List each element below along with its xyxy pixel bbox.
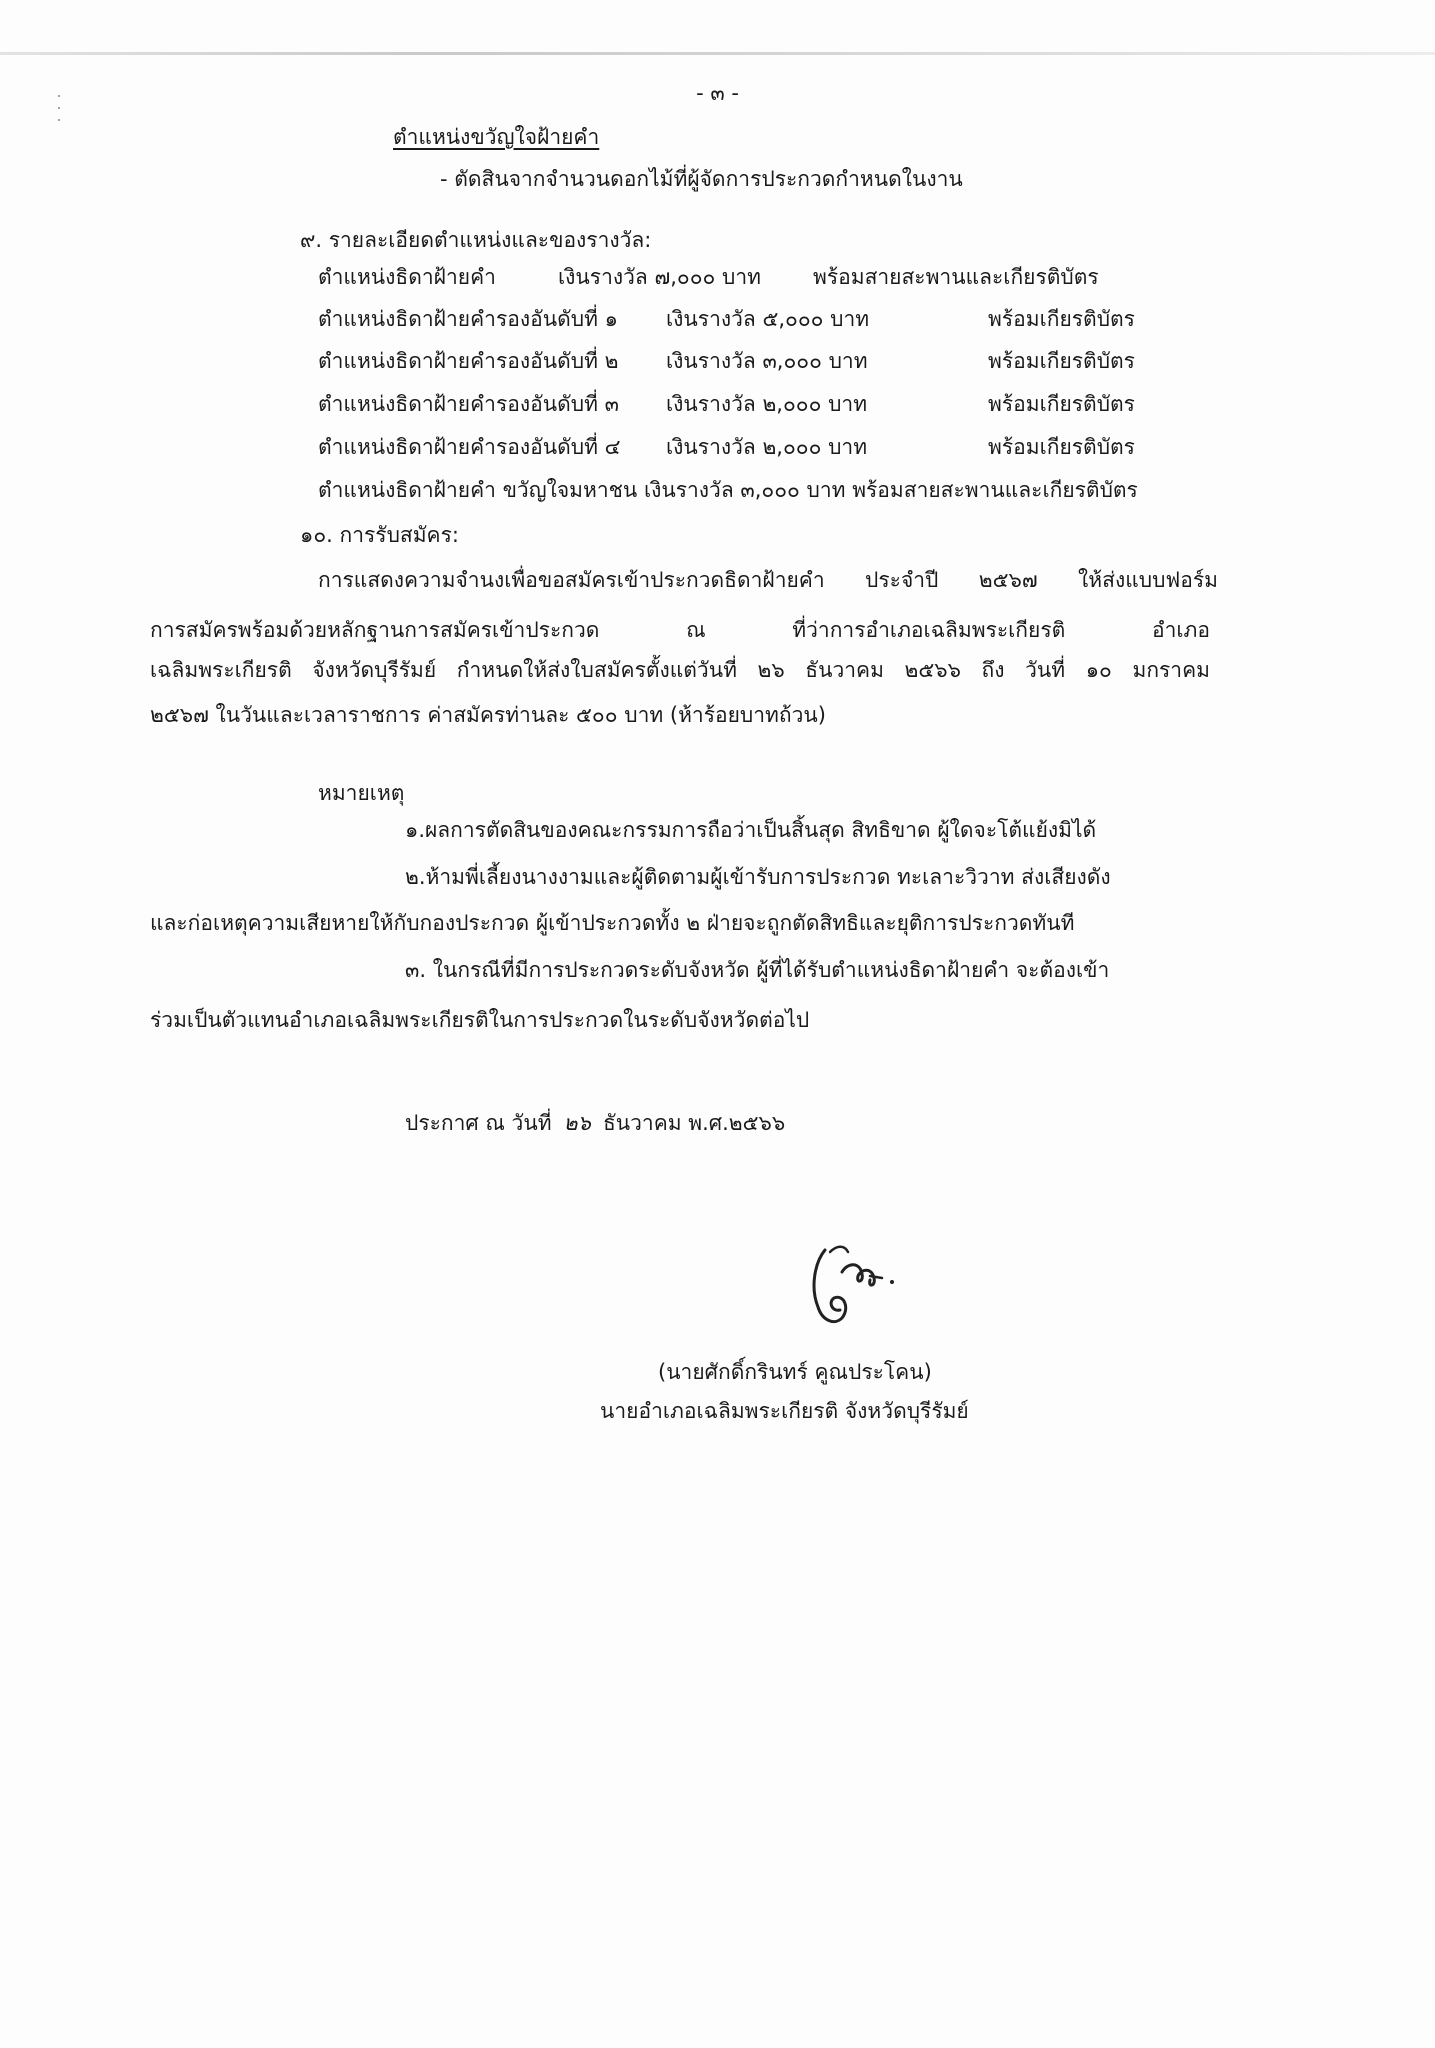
remarks-heading: หมายเหตุ bbox=[318, 781, 405, 805]
prize-amount: เงินรางวัล ๓,๐๐๐ บาท bbox=[666, 349, 868, 373]
announcement-date bbox=[405, 1108, 785, 1138]
prize-extra: พร้อมเกียรติบัตร bbox=[988, 392, 1135, 416]
prize-row bbox=[318, 389, 1218, 419]
scan-edge-line bbox=[0, 52, 1435, 55]
remark-note: และก่อเหตุความเสียหายให้กับกองประกวด ผู้เข้าประกวดทั้ง ๒ ฝ่ายจะถูกตัดสิทธิและยุติการประกวดทันที bbox=[150, 911, 1075, 935]
popular-prize: ตำแหน่งธิดาฝ้ายคำ ขวัญใจมหาชน เงินรางวัล ๓,๐๐๐ บาท พร้อมสายสะพานและเกียรติบัตร bbox=[318, 478, 1138, 502]
registration-line: ๒๕๖๗ ในวันและเวลาราชการ ค่าสมัครท่านละ ๕๐๐ บาท (ห้าร้อยบาทถ้วน) bbox=[150, 703, 826, 727]
registration-line: การแสดงความจำนงเพื่อขอสมัครเข้าประกวดธิดาฝ้ายคำ ประจำปี ๒๕๖๗ ให้ส่งแบบฟอร์ม bbox=[318, 568, 1218, 592]
announcement-suffix: ธันวาคม พ.ศ.๒๕๖๖ bbox=[602, 1111, 786, 1135]
prize-extra: พร้อมเกียรติบัตร bbox=[988, 307, 1135, 331]
signatory-name: (นายศักดิ์กรินทร์ คูณประโคน) bbox=[658, 1360, 932, 1384]
prize-row bbox=[318, 346, 1218, 376]
handwritten-signature bbox=[770, 1232, 920, 1342]
judging-note: - ตัดสินจากจำนวนดอกไม้ที่ผู้จัดการประกวดกำหนดในงาน bbox=[440, 167, 963, 191]
prize-extra: พร้อมเกียรติบัตร bbox=[988, 349, 1135, 373]
prize-extra: พร้อมสายสะพานและเกียรติบัตร bbox=[813, 265, 1099, 289]
announcement-prefix: ประกาศ ณ วันที่ bbox=[405, 1111, 552, 1135]
remark-note: ๓. ในกรณีที่มีการประกวดระดับจังหวัด ผู้ที่ได้รับตำแหน่งธิดาฝ้ายคำ จะต้องเข้า bbox=[405, 958, 1110, 982]
prize-row bbox=[318, 304, 1218, 334]
prize-amount: เงินรางวัล ๗,๐๐๐ บาท bbox=[558, 265, 762, 289]
prize-title: ตำแหน่งธิดาฝ้ายคำ bbox=[318, 349, 496, 373]
registration-line: เฉลิมพระเกียรติ จังหวัดบุรีรัมย์ กำหนดให้ส่งใบสมัครตั้งแต่วันที่ ๒๖ ธันวาคม ๒๕๖๖ ถึง วันที่ ๑๐ มกราคม bbox=[150, 658, 1210, 682]
prize-title: ตำแหน่งธิดาฝ้ายคำ bbox=[318, 265, 496, 289]
prize-row bbox=[318, 432, 1218, 462]
registration-line: การสมัครพร้อมด้วยหลักฐานการสมัครเข้าประกวด ณ ที่ว่าการอำเภอเฉลิมพระเกียรติ อำเภอ bbox=[150, 618, 1210, 642]
announcement-day: ๒๖ bbox=[563, 1111, 591, 1135]
prize-amount: เงินรางวัล ๕,๐๐๐ บาท bbox=[666, 307, 870, 331]
prize-amount: เงินรางวัล ๒,๐๐๐ บาท bbox=[666, 392, 868, 416]
prize-title: ตำแหน่งธิดาฝ้ายคำ bbox=[318, 392, 496, 416]
remark-note: ๑.ผลการตัดสินของคณะกรรมการถือว่าเป็นสิ้นสุด สิทธิขาด ผู้ใดจะโต้แย้งมิได้ bbox=[405, 818, 1097, 842]
prize-row bbox=[318, 262, 1218, 292]
prize-extra: พร้อมเกียรติบัตร bbox=[988, 435, 1135, 459]
remark-note: ร่วมเป็นตัวแทนอำเภอเฉลิมพระเกียรติในการประกวดในระดับจังหวัดต่อไป bbox=[150, 1008, 810, 1032]
section-heading: ตำแหน่งขวัญใจฝ้ายคำ bbox=[393, 125, 600, 149]
prize-rank: รองอันดับที่ ๑ bbox=[496, 307, 618, 331]
prize-rank: รองอันดับที่ ๒ bbox=[496, 349, 619, 373]
prize-rank: รองอันดับที่ ๓ bbox=[496, 392, 619, 416]
item10-heading: ๑๐. การรับสมัคร: bbox=[300, 523, 459, 547]
item9-heading: ๙. รายละเอียดตำแหน่งและของรางวัล: bbox=[300, 228, 652, 252]
prize-rank: รองอันดับที่ ๔ bbox=[496, 435, 621, 459]
prize-amount: เงินรางวัล ๒,๐๐๐ บาท bbox=[666, 435, 868, 459]
signatory-position: นายอำเภอเฉลิมพระเกียรติ จังหวัดบุรีรัมย์ bbox=[600, 1399, 969, 1423]
prize-title: ตำแหน่งธิดาฝ้ายคำ bbox=[318, 307, 496, 331]
remark-note: ๒.ห้ามพี่เลี้ยงนางงามและผู้ติดตามผู้เข้ารับการประกวด ทะเลาะวิวาท ส่งเสียงดัง bbox=[405, 865, 1111, 889]
page-number: - ๓ - bbox=[696, 81, 739, 105]
prize-title: ตำแหน่งธิดาฝ้ายคำ bbox=[318, 435, 496, 459]
